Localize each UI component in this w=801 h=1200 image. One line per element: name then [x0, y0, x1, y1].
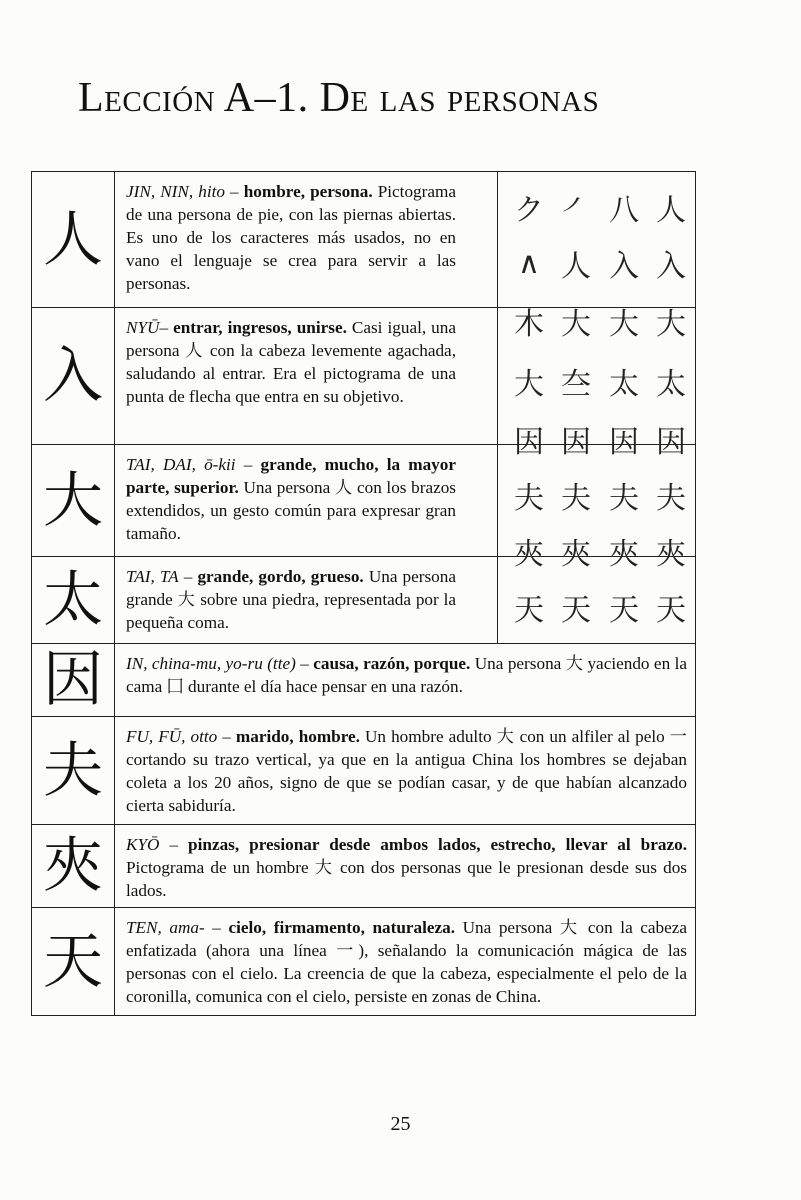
kanji-character: 天: [32, 908, 115, 1015]
kanji-explanation: Pictograma de una persona de pie, con las piernas abiertas. Es uno de los caracteres más usados, no en vano el lenguaje se crea para servir a las personas.: [126, 182, 456, 293]
kanji-description: [115, 172, 464, 307]
kanji-character: 太: [32, 557, 115, 643]
ancient-glyph: 因: [609, 425, 639, 460]
kanji-entry-row: [32, 643, 695, 716]
kanji-description: [115, 644, 695, 716]
kanji-description: [115, 308, 464, 444]
separator: –: [295, 654, 314, 673]
ancient-glyph: 天: [609, 593, 639, 628]
kanji-meaning: marido, hombre.: [235, 727, 360, 746]
kanji-reading: NYŪ: [126, 318, 160, 337]
separator: –: [159, 835, 189, 854]
kanji-description: [115, 445, 464, 556]
ancient-glyph: 夾: [561, 537, 591, 572]
ancient-glyph: 夾: [656, 537, 686, 572]
ancient-forms-panel: [497, 172, 695, 643]
kanji-entry-row: [32, 716, 695, 824]
ancient-glyph: 人: [561, 249, 591, 284]
ancient-glyph: 大: [656, 307, 686, 342]
ancient-glyph: 大: [514, 367, 544, 402]
ancient-glyph: 入: [609, 249, 639, 284]
ancient-glyph: 八: [609, 193, 639, 228]
kanji-reading: JIN, NIN, hito: [126, 182, 225, 201]
kanji-reading: TAI, TA: [126, 567, 179, 586]
page-number: 25: [390, 1113, 411, 1135]
ancient-glyph: 夾: [514, 537, 544, 572]
ancient-glyph: 天: [514, 593, 544, 628]
separator: –: [217, 727, 236, 746]
ancient-glyph: ㇒: [561, 193, 591, 228]
ancient-glyph: 夫: [609, 481, 639, 516]
kanji-meaning: grande, gordo, grueso.: [197, 567, 364, 586]
ancient-glyph: 因: [514, 425, 544, 460]
kanji-reading: KYŌ: [126, 835, 160, 854]
kanji-meaning: grande, mucho, la mayor parte, superior.: [126, 455, 456, 497]
ancient-glyph: 太: [656, 367, 686, 402]
ancient-glyph: 人: [656, 193, 686, 228]
ancient-glyph: 因: [561, 425, 591, 460]
separator: –: [204, 918, 229, 937]
kanji-character: 大: [32, 445, 115, 556]
ancient-glyph: 入: [656, 249, 686, 284]
kanji-description: [115, 825, 695, 907]
ancient-glyph: 大: [609, 307, 639, 342]
kanji-entry-row: [32, 824, 695, 907]
ancient-glyph: 大: [561, 307, 591, 342]
separator: –: [224, 182, 244, 201]
kanji-meaning: causa, razón, porque.: [313, 654, 471, 673]
kanji-description: [115, 908, 695, 1015]
kanji-explanation: Una persona 人 con los brazos extendidos, un gesto común para expresar gran tamaño.: [126, 478, 456, 543]
kanji-reading: TAI, DAI, ō-kii: [126, 455, 236, 474]
separator: –: [159, 318, 174, 337]
kanji-character: 夫: [32, 717, 115, 824]
ancient-glyph: ∧: [518, 245, 540, 281]
ancient-glyph: 天: [656, 593, 686, 628]
ancient-glyph: 因: [656, 425, 686, 460]
ancient-glyph: 木: [514, 307, 544, 342]
ancient-glyph: 夾: [609, 537, 639, 572]
separator: –: [235, 455, 261, 474]
ancient-glyph: 夫: [561, 481, 591, 516]
kanji-explanation: Una persona 大 yaciendo en la cama 囗 durante el día hace pensar en una razón.: [126, 654, 687, 696]
ancient-glyph: 太: [609, 367, 639, 402]
kanji-meaning: pinzas, presionar desde ambos lados, estrecho, llevar al brazo.: [188, 835, 687, 854]
kanji-description: [115, 717, 695, 824]
kanji-reading: FU, FŪ, otto: [126, 727, 218, 746]
ancient-glyph: ク: [514, 193, 544, 228]
ancient-glyph: 天: [561, 593, 591, 628]
page-title: Lección A–1. De las personas: [78, 75, 600, 121]
kanji-reading: TEN, ama-: [126, 918, 205, 937]
kanji-description: [115, 557, 464, 643]
kanji-explanation: Pictograma de un hombre 大 con dos personas que le presionan desde sus dos lados.: [126, 858, 687, 900]
kanji-meaning: entrar, ingresos, unirse.: [173, 318, 347, 337]
ancient-glyph: 夳: [561, 367, 591, 402]
kanji-explanation: Una persona 大 con la cabeza enfatizada (ahora una línea 一), señalando la comunicación mágica de las personas con el cielo. La creencia de que la cabeza, especialmente el pelo de la coronilla, comunica con el cielo, persiste en zonas de China.: [126, 918, 688, 1006]
kanji-character: 人: [32, 172, 115, 307]
ancient-glyph: 夫: [514, 481, 544, 516]
kanji-character: 因: [32, 644, 115, 716]
kanji-reading: IN, china-mu, yo-ru (tte): [126, 654, 296, 673]
ancient-glyph: 夫: [656, 481, 686, 516]
kanji-meaning: hombre, persona.: [243, 182, 373, 201]
kanji-meaning: cielo, firmamento, naturaleza.: [228, 918, 456, 937]
kanji-explanation: Casi igual, una persona 人 con la cabeza levemente agachada, saludando al entrar. Era el pictograma de una punta de flecha que entra en su objetivo.: [126, 318, 456, 406]
kanji-character: 夾: [32, 825, 115, 907]
kanji-character: 入: [32, 308, 115, 444]
kanji-entry-row: [32, 907, 695, 1015]
kanji-explanation: Una persona grande 大 sobre una piedra, representada por la pequeña coma.: [126, 567, 456, 632]
kanji-table: [31, 171, 696, 1016]
separator: –: [178, 567, 198, 586]
kanji-explanation: Un hombre adulto 大 con un alfiler al pelo 一 cortando su trazo vertical, ya que en la antigua China los hombres se dejaban coleta a los 20 años, signo de que se podían casar, y de que habían alcanzado cierta sabiduría.: [126, 727, 687, 815]
